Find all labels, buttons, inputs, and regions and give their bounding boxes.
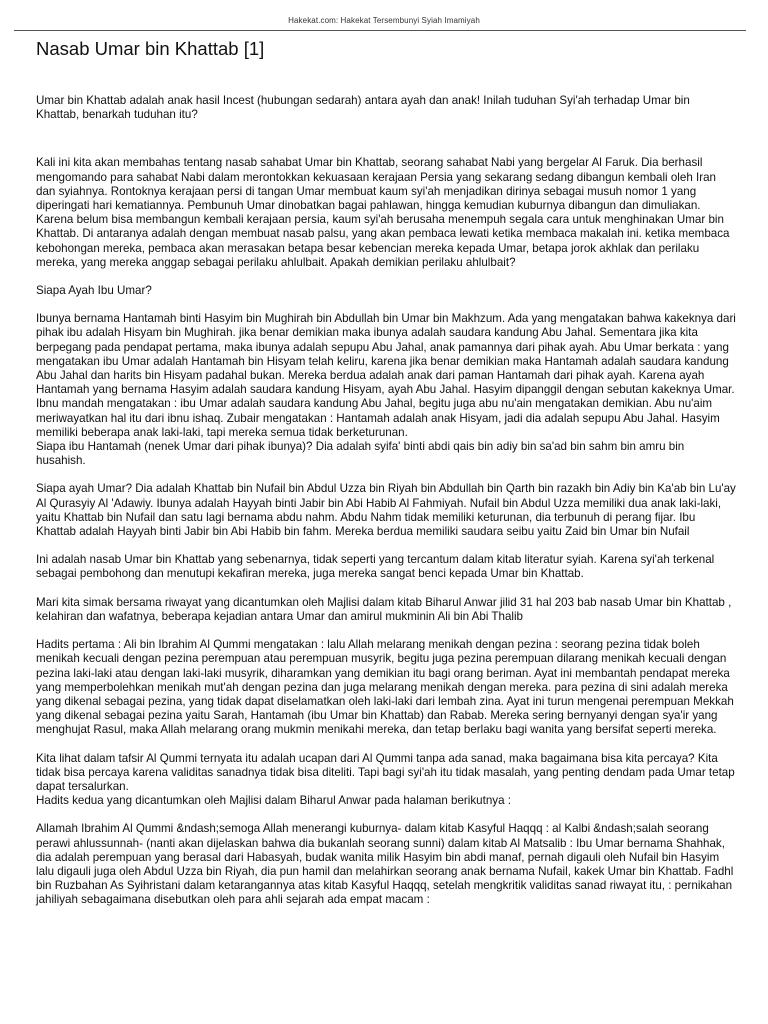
paragraph-mother: Ibunya bernama Hantamah binti Hasyim bin Mughirah bin Abdullah bin Umar bin Makhzum. Ada yang mengatakan bahwa kakeknya dari pihak ibu adalah Hisyam bin Mughirah. jika benar demikian maka ibunya adalah saudara kandung Abu Jahal. Sementara jika kita berpegang pada pendapat pertama, maka ibunya adalah sepupu Abu Jahal, anak pamannya dari pihak ayah. Abu Umar berkata : yang mengatakan ibu Umar adalah Hantamah bin Hisyam telah keliru, karena jika benar demikian maka Hantamah adalah saudara kandung Abu Jahal dan harits bin Hisyam padahal bukan. Mereka berdua adalah anak dari paman Hantamah dari pihak ayah. Karena ayah Hantamah yang bernama Hasyim adalah saudara kandung Hisyam, ayah Abu Jahal. Hasyim dipanggil dengan sebutan kakeknya Umar. Ibnu mandah mengatakan : ibu Umar adalah saudara kandung Abu Jahal, begitu juga abu nu'ain mengatakan demikian. Abu nu'aim meriwayatkan hal itu dari ibnu ishaq. Zubair mengatakan : Hantamah adalah anak Hisyam, jadi dia adalah sepupu Abu Jahal. Hasyim memiliki beberapa anak laki-laki, tapi mereka semua tidak berketurunan. [36,312,736,439]
section-heading-parents: Siapa Ayah Ibu Umar? [36,284,152,298]
document-title: Nasab Umar bin Khattab [1] [36,38,265,59]
document-body [36,94,736,908]
header-divider [14,30,746,31]
paragraph-true-lineage: Ini adalah nasab Umar bin Khattab yang sebenarnya, tidak seperti yang tercantum dalam kitab literatur syiah. Karena syi'ah terkenal sebagai pembohong dan menutupi kekafiran mereka, juga mereka sangat benci kepada Umar bin Khattab. [36,553,715,581]
paragraph-father: Siapa ayah Umar? Dia adalah Khattab bin Nufail bin Abdul Uzza bin Riyah bin Abdullah bin Qarth bin razakh bin Adiy bin Ka'ab bin Lu'ay Al Qurasyiy Al 'Adawiy. Ibunya adalah Hayyah binti Jabir bin Abi Habib Al Fahmiyah. Nufail bin Abdul Uzza memiliki dua anak laki-laki, yaitu Khattab bin Nufail dan satu lagi bernama abdu nahm. Abdu Nahm tidak memiliki keturunan, dia terbunuh di perang fijar. Ibu Khattab adalah Hayyah binti Jabir bin Abi Habib bin fahm. Mereka berdua memiliki saudara seibu yaitu Zaid bin Umar bin Nufail [36,482,736,539]
page-header-caption: Hakekat.com: Hakekat Tersembunyi Syiah Imamiyah [288,16,480,25]
intro-paragraph: Umar bin Khattab adalah anak hasil Incest (hubungan sedarah) antara ayah dan anak! Inilah tuduhan Syi'ah terhadap Umar bin Khattab, benarkah tuduhan itu? [36,94,690,122]
paragraph-hadith-two: Allamah Ibrahim Al Qummi &ndash;semoga Allah menerangi kuburnya- dalam kitab Kasyful Haqqq : al Kalbi &ndash;salah seorang perawi ahlussunnah- (nanti akan dijelaskan bahwa dia bukanlah seorang sunni) dalam kitab Al Matsalib : Ibu Umar bernama Shahhak, dia adalah perempuan yang berasal dari Habasyah, budak wanita milik Hasyim bin abdi manaf, pernah digauli oleh Nufail bin Hasyim lalu digauli juga oleh Abdul Uzza bin Riyah, dia pun hamil dan melahirkan seorang anak bernama Nufail, kakek Umar bin Khattab. Fadhl bin Ruzbahan As Syihristani dalam ketarangannya atas kitab Kasyful Haqqq, setelah mengkritik validitas sanad riwayat itu, : pernikahan jahiliyah sebagaimana disebutkan oleh para ahli sejarah ada empat macam : [36,822,734,907]
paragraph-grandmother: Siapa ibu Hantamah (nenek Umar dari pihak ibunya)? Dia adalah syifa' binti abdi qais bin adiy bin sa'ad bin sahm bin amru bin husahish. [36,440,685,468]
paragraph-biharul-anwar: Mari kita simak bersama riwayat yang dicantumkan oleh Majlisi dalam kitab Biharul Anwar jilid 31 hal 203 bab nasab Umar bin Khattab , kelahiran dan wafatnya, beberapa kejadian antara Umar dan amirul mukminin Ali bin Abi Thalib [36,595,732,623]
paragraph-hadith-one: Hadits pertama : Ali bin Ibrahim Al Qummi mengatakan : lalu Allah melarang menikah dengan pezina : seorang pezina tidak boleh menikah kecuali dengan pezina perempuan atau perempuan musyrik, begitu juga pezina perempuan dilarang menikah kecuali dengan pezina laki-laki atau dengan laki-laki musyrik, diharamkan yang demikian itu bagi orang beriman. Ayat ini membantah pendapat mereka yang memperbolehkan menikah mut'ah dengan pezina dan juga melarang menikah dengan mereka. para pezina di sini adalah mereka yang dikenal sebagai pezina, yang tidak dapat diselamatkan oleh laki-laki dari lembah zina. Ayat ini turun mengenai perempuan Mekkah yang dikenal sebagai pezina yaitu Sarah, Hantamah (ibu Umar bin Khattab) dan Rabab. Mereka sering bernyanyi dengan sya'ir yang menghujat Rasul, maka Allah melarang orang mukmin menikahi mereka, dan tetap berlaku bagi wanita yang bersifat seperti mereka. [36,638,734,737]
paragraph-hadith-two-intro: Hadits kedua yang dicantumkan oleh Majlisi dalam Biharul Anwar pada halaman berikutnya : [36,794,511,808]
paragraph-background: Kali ini kita akan membahas tentang nasab sahabat Umar bin Khattab, seorang sahabat Nabi yang bergelar Al Faruk. Dia berhasil mengomando para sahabat Nabi dalam merontokkan kekuasaan kerajaan Persia yang sekarang sedang dibangun kembali oleh Iran dan syiahnya. Rontoknya kerajaan persi di tangan Umar membuat kaum syi'ah menjadikan dirinya sebagai musuh nomor 1 yang diperingati hari kematiannya. Pembunuh Umar dinobatkan bagai pahlawan, hingga kemudian kuburnya dibangun dan dimuliakan. Karena belum bisa membangun kembali kerajaan persia, kaum syi'ah berusaha menempuh segala cara untuk menghinakan Umar bin Khattab. Di antaranya adalah dengan membuat nasab palsu, yang akan pembaca lewati ketika membaca makalah ini. ketika membaca kebohongan mereka, pembaca akan merasakan betapa besar kebencian mereka kepada Umar, betapa jorok akhlak dan perilaku mereka, yang mereka anggap sebagai perilaku ahlulbait. Apakah demikian perilaku ahlulbait? [36,156,730,269]
paragraph-tafsir-qummi: Kita lihat dalam tafsir Al Qummi ternyata itu adalah ucapan dari Al Qummi tanpa ada sanad, maka bagaimana bisa kita percaya? Kita tidak bisa percaya karena validitas sanadnya tidak bisa diteliti. Tapi bagi syi'ah itu tidak masalah, yang penting dendam pada Umar tetap dapat tersalurkan. [36,751,735,793]
